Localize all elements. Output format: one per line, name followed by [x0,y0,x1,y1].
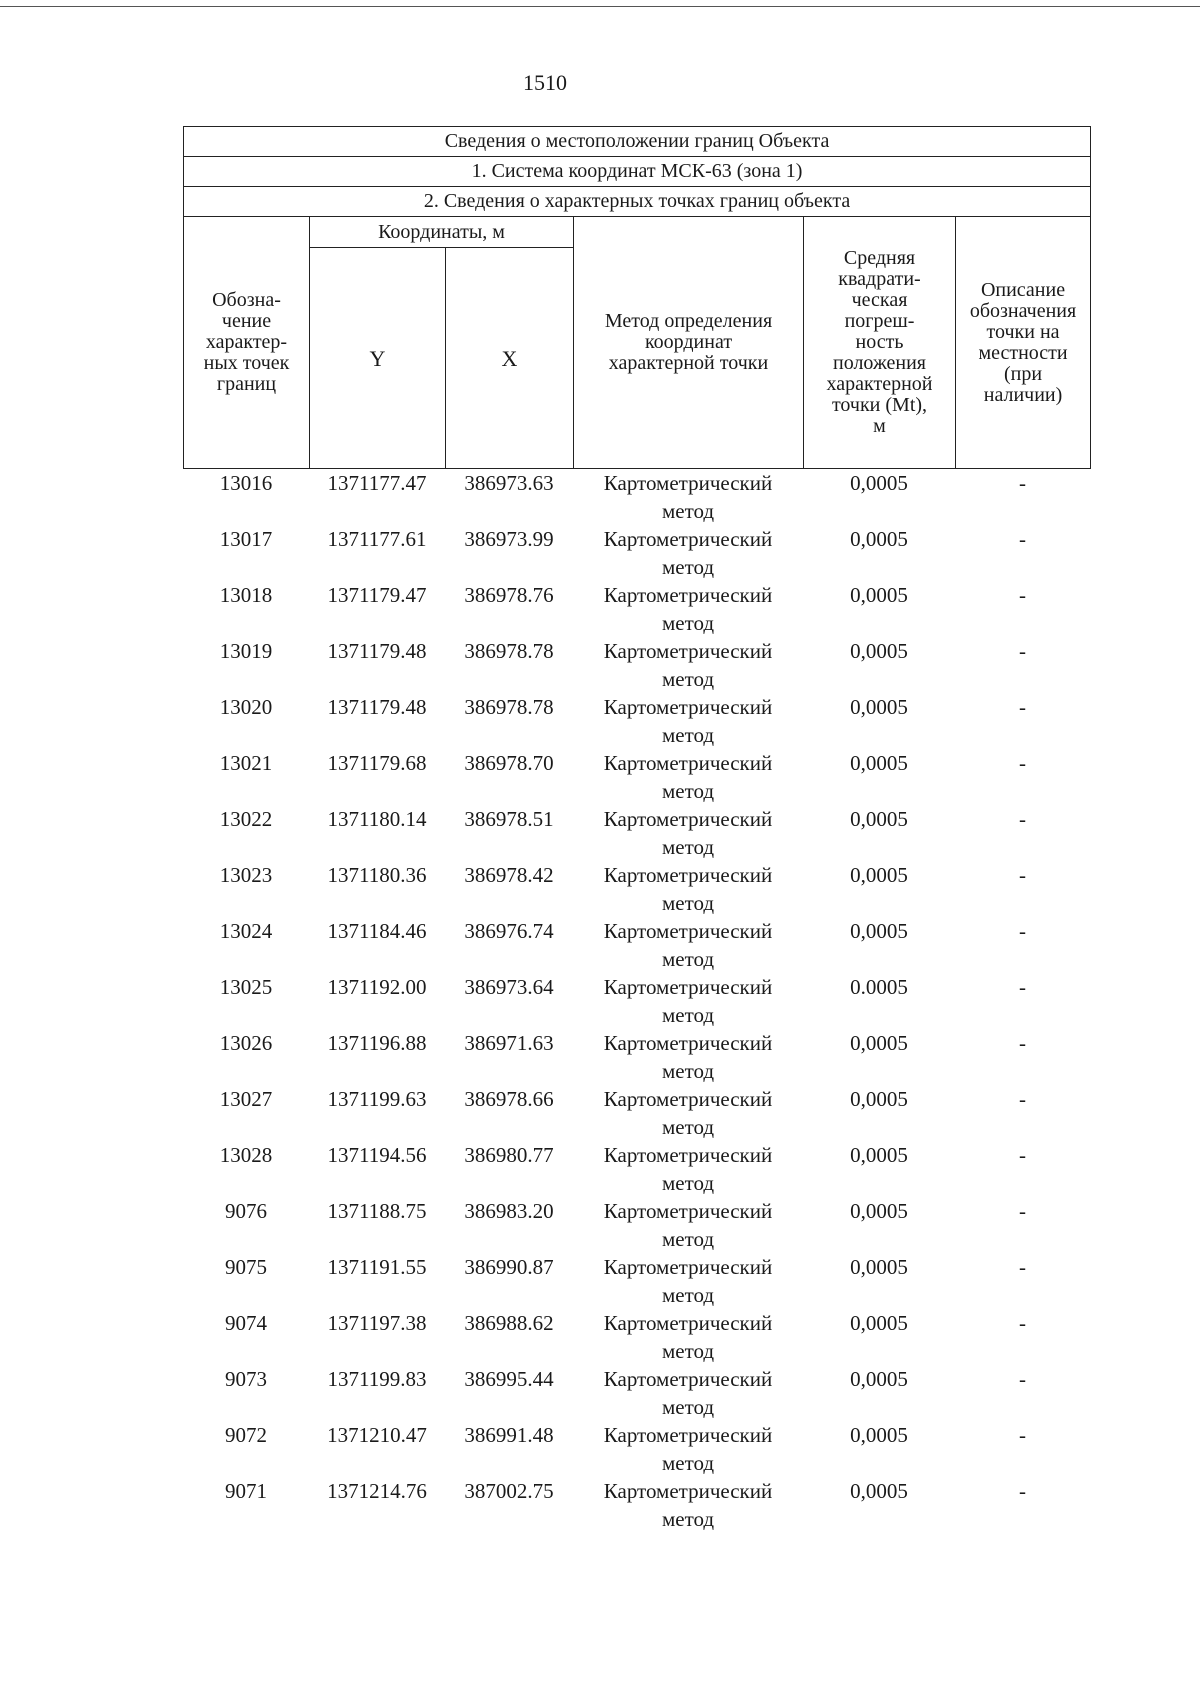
method [573,1421,803,1477]
error-value: 0,0005 [850,1199,908,1223]
error-value: 0,0005 [850,1087,908,1111]
coord-x: 387002.75 [464,1479,554,1503]
coord-y: 1371210.47 [327,1423,427,1447]
point-id: 13020 [219,695,273,719]
method [573,1197,803,1253]
method [573,525,803,581]
scan-edge-line [0,6,1200,7]
point-id: 13024 [219,919,273,943]
method-line-2: метод [661,1115,715,1139]
method [573,805,803,861]
table-row [183,917,1090,973]
table-row [183,637,1090,693]
col-error-header: Средняя квадрати- ческая погреш- ность положения характерной точки (Mt), м [804,217,956,469]
description: - [1019,1311,1026,1335]
coord-x: 386971.63 [464,1031,554,1055]
coord-y: 1371214.76 [327,1479,427,1503]
method-line-2: метод [661,1003,715,1027]
table-row [183,1085,1090,1141]
description: - [1019,807,1026,831]
description: - [1019,1255,1026,1279]
method [573,581,803,637]
coord-x: 386983.20 [464,1199,554,1223]
table-row [183,1477,1090,1533]
table-row [183,1253,1090,1309]
table-row [183,1309,1090,1365]
error-value: 0.0005 [850,975,908,999]
method-line-1: Картометрический [603,975,773,999]
method-line-2: метод [661,611,715,635]
description: - [1019,639,1026,663]
error-value: 0,0005 [850,471,908,495]
coord-x: 386978.78 [464,695,554,719]
points-table-body [183,469,1090,1533]
description: - [1019,1031,1026,1055]
coord-y: 1371199.63 [327,1087,427,1111]
error-value: 0,0005 [850,1423,908,1447]
table-row [183,525,1090,581]
table-row [183,1421,1090,1477]
point-id: 9076 [225,1199,267,1223]
method-line-1: Картометрический [603,583,773,607]
description: - [1019,527,1026,551]
col-method-header: Метод определения координат характерной точки [574,217,804,469]
col-y-header: Y [310,248,446,469]
description: - [1019,583,1026,607]
method [573,1085,803,1141]
col-coordinates-header: Координаты, м [310,217,574,248]
error-value: 0,0005 [850,807,908,831]
method [573,1477,803,1533]
method-line-1: Картометрический [603,639,773,663]
method-line-2: метод [661,1339,715,1363]
col-x-header: X [446,248,574,469]
coord-x: 386978.76 [464,583,554,607]
point-id: 13021 [219,751,273,775]
coord-y: 1371191.55 [327,1255,427,1279]
point-id: 9075 [225,1255,267,1279]
error-value: 0,0005 [850,1143,908,1167]
coord-y: 1371180.14 [327,807,427,831]
error-value: 0,0005 [850,639,908,663]
points-table [183,469,1090,1533]
error-value: 0,0005 [850,1311,908,1335]
method [573,1309,803,1365]
error-value: 0,0005 [850,1367,908,1391]
point-id: 13023 [219,863,273,887]
method [573,693,803,749]
coord-y: 1371179.68 [327,751,427,775]
coord-y: 1371188.75 [327,1199,427,1223]
description: - [1019,695,1026,719]
description: - [1019,1087,1026,1111]
coord-y: 1371179.48 [327,695,427,719]
method-line-2: метод [661,1283,715,1307]
error-value: 0,0005 [850,751,908,775]
method-line-2: метод [661,1395,715,1419]
method-line-2: метод [661,555,715,579]
col-designation-header: Обозна- чение характер- ных точек границ [184,217,310,469]
method-line-1: Картометрический [603,863,773,887]
error-value: 0,0005 [850,1031,908,1055]
method-line-1: Картометрический [603,527,773,551]
point-id: 9072 [225,1423,267,1447]
coord-y: 1371199.83 [327,1367,427,1391]
coord-y: 1371196.88 [327,1031,427,1055]
header-table [183,126,1091,469]
coord-x: 386978.66 [464,1087,554,1111]
method [573,1365,803,1421]
point-id: 13025 [219,975,273,999]
coord-y: 1371177.47 [327,471,427,495]
description: - [1019,1199,1026,1223]
method-line-1: Картометрический [603,751,773,775]
page-number: 1510 [523,70,567,95]
table-row [183,693,1090,749]
table-row [183,469,1090,525]
method-line-2: метод [661,1227,715,1251]
method [573,469,803,525]
method-line-1: Картометрический [603,807,773,831]
method [573,861,803,917]
method [573,637,803,693]
point-id: 9073 [225,1367,267,1391]
method-line-2: метод [661,1451,715,1475]
description: - [1019,919,1026,943]
point-id: 13017 [219,527,273,551]
description: - [1019,1479,1026,1503]
method-line-1: Картометрический [603,1367,773,1391]
point-id: 13016 [219,471,273,495]
coord-x: 386976.74 [464,919,554,943]
error-value: 0,0005 [850,863,908,887]
coord-x: 386978.70 [464,751,554,775]
method-line-1: Картометрический [603,1311,773,1335]
point-id: 13027 [219,1087,273,1111]
error-value: 0,0005 [850,583,908,607]
coord-x: 386988.62 [464,1311,554,1335]
method [573,1029,803,1085]
method-line-1: Картометрический [603,1479,773,1503]
coord-y: 1371177.61 [327,527,427,551]
description: - [1019,751,1026,775]
method-line-2: метод [661,779,715,803]
method-line-2: метод [661,667,715,691]
method-line-1: Картометрический [603,695,773,719]
coord-x: 386980.77 [464,1143,554,1167]
method [573,917,803,973]
method-line-2: метод [661,835,715,859]
table-row [183,861,1090,917]
method-line-1: Картометрический [603,1423,773,1447]
point-id: 9074 [225,1311,267,1335]
coord-x: 386978.42 [464,863,554,887]
coord-y: 1371179.47 [327,583,427,607]
coord-x: 386973.99 [464,527,554,551]
method [573,1141,803,1197]
description: - [1019,471,1026,495]
coord-x: 386978.51 [464,807,554,831]
coord-y: 1371197.38 [327,1311,427,1335]
coord-y: 1371179.48 [327,639,427,663]
point-id: 13019 [219,639,273,663]
coord-x: 386995.44 [464,1367,554,1391]
description: - [1019,1423,1026,1447]
method-line-2: метод [661,947,715,971]
method [573,749,803,805]
coord-x: 386991.48 [464,1423,554,1447]
error-value: 0,0005 [850,1479,908,1503]
table-title: Сведения о местоположении границ Объекта [184,127,1091,157]
coordinate-system: 1. Система координат МСК-63 (зона 1) [184,157,1091,187]
method-line-2: метод [661,1171,715,1195]
coord-y: 1371194.56 [327,1143,427,1167]
table-row [183,1365,1090,1421]
point-id: 13028 [219,1143,273,1167]
method-line-2: метод [661,499,715,523]
method-line-1: Картометрический [603,471,773,495]
method-line-1: Картометрический [603,1143,773,1167]
table-row [183,581,1090,637]
table-row [183,973,1090,1029]
coord-y: 1371192.00 [327,975,427,999]
error-value: 0,0005 [850,695,908,719]
col-description-header: Описание обозначения точки на местности (при наличии) [956,217,1091,469]
description: - [1019,863,1026,887]
point-id: 13022 [219,807,273,831]
table-row [183,1141,1090,1197]
method-line-1: Картометрический [603,1199,773,1223]
description: - [1019,1367,1026,1391]
method-line-2: метод [661,723,715,747]
method [573,973,803,1029]
method-line-2: метод [661,1507,715,1531]
coord-x: 386990.87 [464,1255,554,1279]
method [573,1253,803,1309]
error-value: 0,0005 [850,527,908,551]
coord-x: 386978.78 [464,639,554,663]
coord-y: 1371180.36 [327,863,427,887]
method-line-1: Картометрический [603,1087,773,1111]
description: - [1019,975,1026,999]
point-id: 9071 [225,1479,267,1503]
points-title: 2. Сведения о характерных точках границ объекта [184,187,1091,217]
method-line-1: Картометрический [603,919,773,943]
table-row [183,1197,1090,1253]
error-value: 0,0005 [850,1255,908,1279]
table-row [183,749,1090,805]
table-row [183,1029,1090,1085]
coord-x: 386973.63 [464,471,554,495]
description: - [1019,1143,1026,1167]
method-line-2: метод [661,891,715,915]
coord-x: 386973.64 [464,975,554,999]
point-id: 13018 [219,583,273,607]
point-id: 13026 [219,1031,273,1055]
method-line-2: метод [661,1059,715,1083]
coord-y: 1371184.46 [327,919,427,943]
method-line-1: Картометрический [603,1255,773,1279]
table-row [183,805,1090,861]
method-line-1: Картометрический [603,1031,773,1055]
error-value: 0,0005 [850,919,908,943]
